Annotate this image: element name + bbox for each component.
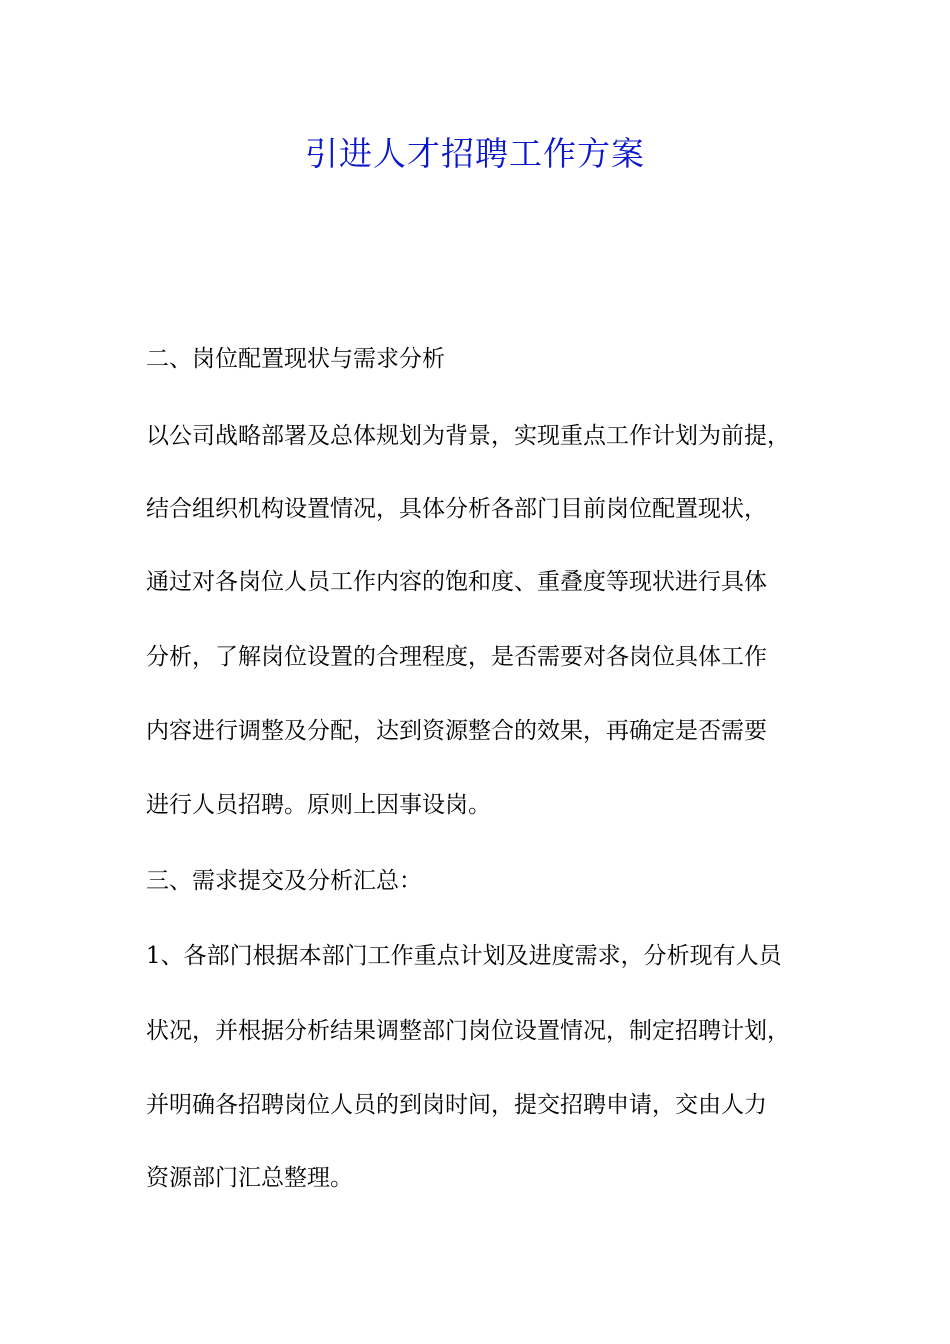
paragraph-line: 结合组织机构设置情况，具体分析各部门目前岗位配置现状， <box>146 496 767 522</box>
paragraph-line: 1、各部门根据本部门工作重点计划及进度需求，分析现有人员 <box>146 943 782 969</box>
section-heading-2: 二、岗位配置现状与需求分析 <box>146 346 445 372</box>
paragraph-line: 并明确各招聘岗位人员的到岗时间，提交招聘申请，交由人力 <box>146 1092 767 1118</box>
section-heading-3: 三、需求提交及分析汇总： <box>146 868 422 894</box>
paragraph-line: 通过对各岗位人员工作内容的饱和度、重叠度等现状进行具体 <box>146 569 767 595</box>
paragraph-line: 分析，了解岗位设置的合理程度，是否需要对各岗位具体工作 <box>146 644 767 670</box>
paragraph-line: 资源部门汇总整理。 <box>146 1165 353 1191</box>
paragraph-line: 内容进行调整及分配，达到资源整合的效果，再确定是否需要 <box>146 718 767 744</box>
paragraph-line: 进行人员招聘。原则上因事设岗。 <box>146 792 491 818</box>
paragraph-line: 以公司战略部署及总体规划为背景，实现重点工作计划为前提， <box>146 423 790 449</box>
paragraph-line: 状况，并根据分析结果调整部门岗位设置情况，制定招聘计划， <box>146 1018 790 1044</box>
document-title: 引进人才招聘工作方案 <box>305 134 645 173</box>
